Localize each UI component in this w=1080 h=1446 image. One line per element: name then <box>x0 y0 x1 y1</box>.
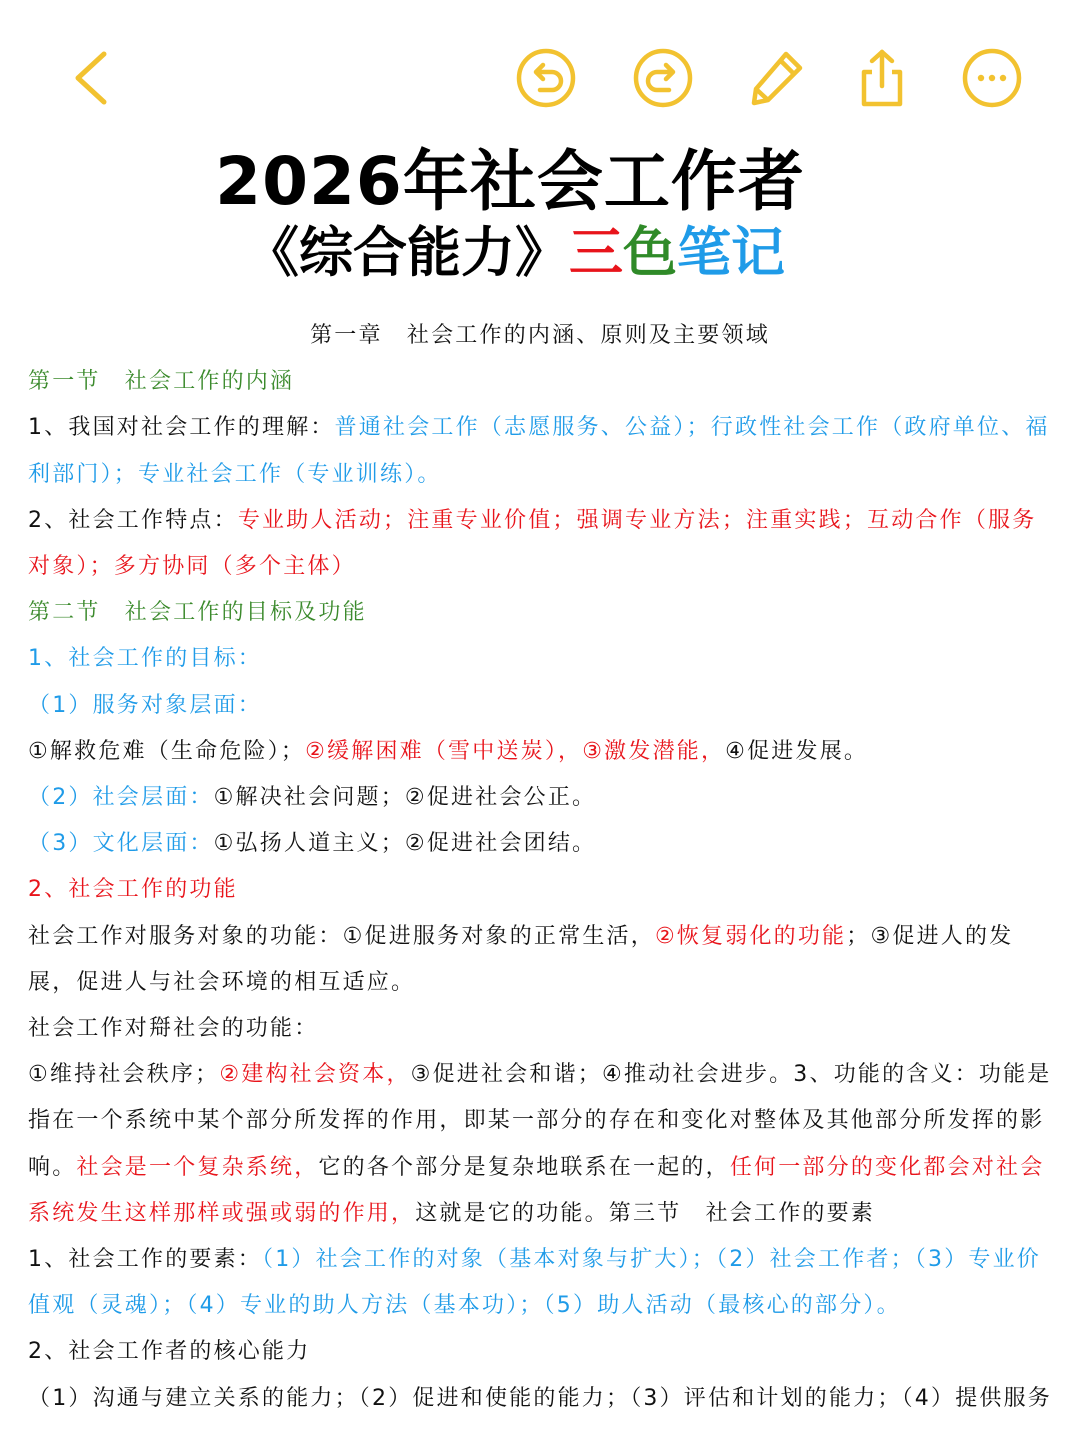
undo-icon <box>516 48 576 108</box>
text-segment: （3）文化层面： <box>28 831 214 857</box>
page-title: 2026年社会工作者 <box>215 143 805 220</box>
text-segment: 1、社会工作的要素： <box>28 1247 262 1273</box>
undo-button[interactable] <box>516 48 576 108</box>
redo-icon <box>633 48 693 108</box>
toolbar <box>0 0 1080 130</box>
edit-button[interactable] <box>746 48 806 108</box>
text-segment: ①解决社会问题；②促进社会公正。 <box>213 785 597 811</box>
text-segment: ②恢复弱化的功能 <box>654 923 847 949</box>
note-paragraph <box>28 1329 1052 1375</box>
text-segment: 第一章 社会工作的内涵、原则及主要领域 <box>310 323 770 348</box>
text-segment: 社会工作对搿社会的功能： <box>28 1016 319 1042</box>
text-segment: 这就是它的功能。第三节 社会工作的要素 <box>415 1200 876 1226</box>
text-segment: （1）服务对象层面： <box>28 692 262 718</box>
subtitle-notes: 笔记 <box>677 221 785 284</box>
text-segment: 普通社会工作（志愿服务、公益）；行政性社会工作（政府单位、福利部门）；专业社会工作（专业训练）。 <box>28 415 1050 487</box>
text-segment: （2）社会层面： <box>28 785 214 811</box>
text-segment: ；③促进人的发展，促进人与社会环境的相互适应。 <box>28 923 1014 995</box>
note-paragraph <box>28 1052 1052 1237</box>
page-subtitle <box>0 210 1030 287</box>
note-paragraph <box>28 914 1052 1006</box>
note-paragraph <box>28 729 1052 775</box>
text-segment: ①维持社会秩序； <box>28 1062 220 1088</box>
share-icon <box>852 48 912 108</box>
text-segment: 2、社会工作者的核心能力 <box>28 1339 311 1365</box>
note-paragraph <box>28 359 1052 405</box>
text-segment: 社会工作对服务对象的功能：①促进服务对象的正常生活， <box>28 923 655 949</box>
text-segment: ①解救危难（生命危险）； <box>28 738 306 764</box>
text-segment: ②建构社会资本， <box>219 1062 411 1088</box>
subtitle-book: 《综合能力》 <box>245 221 569 284</box>
note-paragraph <box>28 498 1052 590</box>
text-segment: （1）沟通与建立关系的能力；（2）促进和使能的能力；（3）评估和计划的能力；（4）提供服务 <box>28 1385 1052 1411</box>
text-segment: 第二节 社会工作的目标及功能 <box>28 600 367 626</box>
note-paragraph <box>28 1006 1052 1052</box>
text-segment: （1）社会工作的对象（基本对象与扩大）；（2）社会工作者；（3）专业价值观（灵魂）；（4）专业的助人方法（基本功）；（5）助人活动（最核心的部分）。 <box>28 1247 1041 1319</box>
text-segment: ①弘扬人道主义；②促进社会团结。 <box>213 831 597 857</box>
text-segment: 2、社会工作的功能 <box>28 877 238 903</box>
note-paragraph <box>28 1376 1052 1422</box>
note-content <box>28 313 1052 1422</box>
more-button[interactable] <box>962 48 1022 108</box>
note-paragraph <box>28 867 1052 913</box>
text-segment: 1、社会工作的目标： <box>28 646 262 672</box>
text-segment: 1、我国对社会工作的理解： <box>28 415 335 441</box>
subtitle-three: 三 <box>569 221 623 284</box>
text-segment: 任何一部分的变化都会对社会系统发生这样那样或强或弱的作用， <box>28 1154 1045 1226</box>
chapter-heading <box>28 313 1052 359</box>
text-segment: ③促进社会和谐；④推动社会进步。3、功能的含义：功能是指在一个系统中某个部分所发挥的作用，即某一部分的存在和变化对整体及其他部分所发挥的影响。 <box>28 1062 1052 1180</box>
text-segment: 它的各个部分是复杂地联系在一起的， <box>318 1154 730 1180</box>
chevron-left-icon <box>62 48 122 108</box>
note-paragraph <box>28 405 1052 497</box>
text-segment: 专业助人活动；注重专业价值；强调专业方法；注重实践；互动合作（服务对象）；多方协同（多个主体） <box>28 507 1037 580</box>
pencil-icon <box>746 48 806 108</box>
text-segment: ②缓解困难（雪中送炭），③激发潜能， <box>305 738 726 764</box>
note-paragraph <box>28 821 1052 867</box>
note-paragraph <box>28 636 1052 682</box>
note-paragraph <box>28 590 1052 636</box>
redo-button[interactable] <box>633 48 693 108</box>
back-button[interactable] <box>62 48 122 108</box>
text-segment: 社会是一个复杂系统， <box>76 1154 319 1180</box>
text-segment: 2、社会工作特点： <box>28 507 238 533</box>
subtitle-color: 色 <box>623 221 677 284</box>
note-paragraph <box>28 1237 1052 1329</box>
note-paragraph <box>28 683 1052 729</box>
text-segment: 第一节 社会工作的内涵 <box>28 369 295 395</box>
more-icon <box>962 48 1022 108</box>
note-paragraph <box>28 775 1052 821</box>
share-button[interactable] <box>852 48 912 108</box>
text-segment: ④促进发展。 <box>725 738 869 764</box>
